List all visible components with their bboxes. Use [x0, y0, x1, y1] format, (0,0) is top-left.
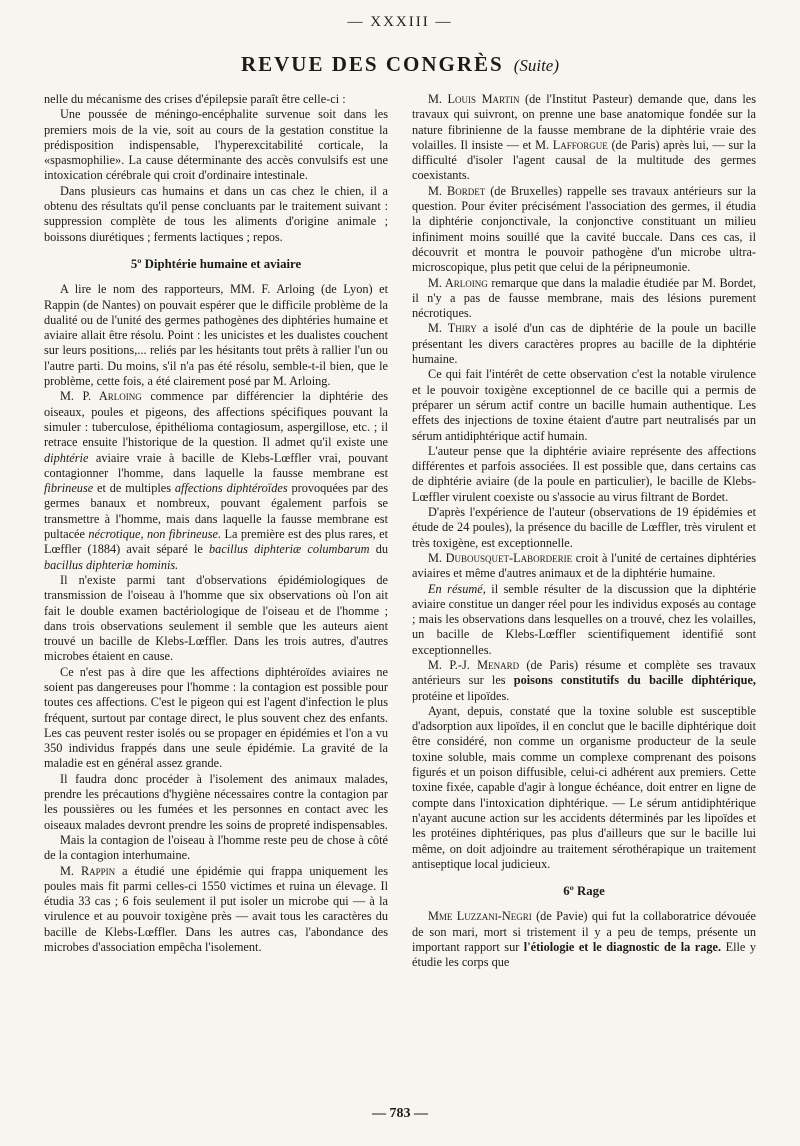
- text-run: (de Paris) résume et complète ses travaux antérieurs sur les: [412, 657, 756, 688]
- page-number: — 783 —: [372, 1106, 428, 1121]
- author-name: M. P.-J. Menard: [428, 657, 520, 672]
- journal-section-title: REVUE DES CONGRÈS: [240, 52, 504, 76]
- bold-term: l'étiologie et le diagnostic de la rage.: [523, 940, 722, 955]
- paragraph: Dans plusieurs cas humains et dans un cas chez le chien, il a obtenu des résultats qu'il pense concluants par le traitement suivant : suppression complète de tous les aliments d'origine animale ; boissons diurétiques ; ferments lactiques ; repos.: [44, 183, 388, 244]
- italic-term: fibrineuse: [44, 481, 94, 496]
- italic-term: bacillus diphteriæ hominis.: [44, 557, 179, 572]
- paragraph: L'auteur pense que la diphtérie aviaire représente des affections différentes et parfois associées. Il est possible que, dans certains cas de diphtérie aviaire (de la poule en particulier), le bacille de Klebs-Lœffler virulent coexiste ou s'associe au virus filtrant de Bordet.: [412, 443, 756, 504]
- running-header: [0, 52, 800, 77]
- paragraph: [44, 389, 388, 573]
- text-run: Elle y étudie les corps que: [412, 940, 756, 970]
- text-run: aviaire vraie à bacille de Klebs-Lœffler vrai, pouvant contagionner l'homme, dans laquelle la fausse membrane est: [44, 450, 388, 480]
- left-column: [44, 92, 388, 1094]
- bold-term: poisons constitutifs du bacille diphtérique,: [513, 673, 756, 688]
- text-run: remarque que dans la maladie étudiée par M. Bordet, il n'y a pas de fausse membrane, mais des lésions purement nécrotiques.: [412, 275, 756, 321]
- text-run: (de Paris) après lui, — sur la difficulté d'isoler l'agent causal de la multitude des germes coexistants.: [412, 137, 756, 183]
- italic-term: nécrotique, non fibrineuse.: [88, 527, 222, 542]
- paragraph: Il faudra donc procéder à l'isolement des animaux malades, prendre les précautions d'hygiène nécessaires contre la contagion par les poussières ou les fumées et les personnes en contact avec les oiseaux malades devront prendre les soins de propreté indispensables.: [44, 771, 388, 832]
- author-name: M. Rappin: [60, 863, 116, 878]
- paragraph: [412, 551, 756, 582]
- suite-label: (Suite): [513, 56, 560, 75]
- paragraph: [412, 184, 756, 276]
- right-column: [412, 92, 756, 1094]
- paragraph: Ce qui fait l'intérêt de cette observation c'est la notable virulence et le pouvoir toxigène exceptionnel de ce bacille qui a permis de préparer un sérum actif contre un bacille humain authentique. Les effets des injections de toxine étaient d'autre part neutralisés par un sérum antidiphtérique actif humain.: [412, 367, 756, 443]
- italic-term: affections diphtéroïdes: [174, 481, 288, 496]
- paragraph: A lire le nom des rapporteurs, MM. F. Arloing (de Lyon) et Rappin (de Nantes) on pouvait espérer que le difficile problème de la dualité ou de l'unité des germes pathogènes des diphtéries humaine et aviaire allait être résolu. Point : les unicistes et les dualistes couchent sur leurs positions,... reliés par les hésitants tout prêts à rallier l'un ou l'autre parti. Du moins, s'il n'a pas été résolu, semble-t-il bien, que le problème, cette fois, a été clairement posé par M. Arloing.: [44, 282, 388, 389]
- paragraph: [412, 658, 756, 704]
- paragraph: nelle du mécanisme des crises d'épilepsie paraît être celle-ci :: [44, 92, 346, 106]
- italic-term: En résumé,: [428, 581, 486, 596]
- text-run: provoquées par des germes banaux et nombreux, pouvant également parfois se transmettre à l'homme, mais dans laquelle la fausse membrane est pultacée: [44, 481, 388, 542]
- page-roman-numeral: — XXXIII —: [347, 14, 453, 30]
- italic-term: diphtérie: [44, 450, 89, 465]
- text-run: et de multiples: [93, 481, 175, 496]
- text-run: du: [369, 542, 388, 557]
- paragraph: Une poussée de méningo-encéphalite survenue soit dans les premiers mois de la vie, soit au cours de la gestation constitue la prédisposition indispensable, l'hyperexcitabilité corticale, la «spasmophilie». La cause déterminante des accès convulsifs est une intoxication cérébrale qui croit d'ordinaire intestinale.: [44, 107, 388, 183]
- text-run: a isolé d'un cas de diphtérie de la poule un bacille présentant les divers caractères propres au bacille de la diphtérie humaine.: [412, 321, 756, 367]
- paragraph: [412, 321, 756, 367]
- paragraph: [44, 864, 388, 956]
- paragraph: Mais la contagion de l'oiseau à l'homme reste peu de chose à côté de la contagion interhumaine.: [44, 832, 388, 863]
- paragraph: Il n'existe parmi tant d'observations épidémiologiques de transmission de l'oiseau à l'homme que six observations où l'on ait fait le double examen bactériologique de l'oiseau et de l'homme ; dans trois observations seulement il semble que les auteurs aient trouvé un bacille de Klebs-Lœffler. Dans les trois autres, d'autres microbes étaient en cause.: [44, 572, 388, 664]
- text-run: (de l'Institut Pasteur) demande que, dans les travaux qui suivront, on prenne une base anatomique fondée sur la nature fibrinienne de la fausse membrane de la diphtérie vraie des volailles. Il insiste — et: [412, 92, 756, 152]
- text-run: il semble résulter de la discussion que la diphtérie aviaire constitue un danger réel pour les individus exposés au contage ; mais les observations dans lesquelles on a trouvé, chez les volailles, un bacille de Klebs-Lœffler scientifiquement identifié sont exceptionnelles.: [412, 581, 756, 657]
- text-run: commence par différencier la diphtérie des oiseaux, poules et pigeons, des affections spécifiques pouvant la simuler : tuberculose, épithélioma contagiosum, aspergillose, etc. ; il retrace ensuite l'historique de la question. Il admet qu'il existe une: [44, 389, 388, 450]
- author-name: Mme Luzzani-Negri: [428, 909, 532, 924]
- paragraph: Ayant, depuis, constaté que la toxine soluble est susceptible d'adsorption aux lipoïdes, il en conclut que le bacille diphtérique doit être considéré, non comme un organisme producteur de la seule toxine soluble, mais comme un complexe comprenant des poisons figurés et un poison diffusible, celui-ci adhérent aux premiers. Cette toxine fixée, capable d'agir à longue échéance, doit entrer en ligne de compte dans l'intoxication diphtérique. — Le sérum antidiphtérique n'ayant aucune action sur les accidents déterminés par les lipoïdes et les protéines diphtériques, pas plus d'ailleurs que sur le bacille lui même, on doit adjoindre au traitement sérothérapique un traitement antiseptique local judicieux.: [412, 703, 756, 871]
- paragraph: Ce n'est pas à dire que les affections diphtéroïdes aviaires ne soient pas dangereuses pour l'homme : la contagion est possible pour toutes ces affections. C'est le pigeon qui est l'agent d'infection le plus fréquent, surtout par contage direct, le plus souvent chez des enfants. Les cas peuvent rester isolés ou se propager en épidémies et l'on a vu 350 individus frappés dans une seule épidémie. La gravité de la maladie est en général assez grande.: [44, 664, 388, 771]
- author-name: M. Lafforgue: [535, 137, 608, 152]
- author-name: M. Bordet: [428, 183, 486, 198]
- section-heading-rage: 6º Rage: [563, 884, 605, 899]
- text-run: croit à l'unité de certaines diphtéries aviaires et même d'autres animaux et de la diphtérie humaine.: [412, 550, 756, 581]
- paragraph: [412, 92, 756, 184]
- paragraph: D'après l'expérience de l'auteur (observations de 19 épidémies et étude de 24 poules), la présence du bacille de Lœffler, très virulent et très toxigène, est exceptionnelle.: [412, 505, 756, 550]
- text-run: protéine et lipoïdes.: [412, 688, 510, 703]
- section-heading-diphterie: 5º Diphtérie humaine et aviaire: [130, 256, 302, 271]
- paragraph: [412, 276, 756, 322]
- paragraph: [412, 582, 756, 658]
- paragraph: [412, 909, 756, 970]
- italic-term: bacillus diphteriæ columbarum: [209, 542, 370, 557]
- author-name: M. Dubousquet-Laborderie: [428, 550, 573, 565]
- text-run: La première est des plus rares, et Lœffler (1884) avait séparé le: [44, 527, 388, 557]
- author-name: M. Arloing: [428, 275, 488, 290]
- text-run: (de Bruxelles) rappelle ses travaux antérieurs sur la question. Pour éviter précisément l'association des germes, il étudia la diphtérie conjonctivale, la conjonctive constituant un milieu infiniment moins souillé que la cavité buccale. Dans ces cas, il découvrit et montra le pouvoir pathogène d'un microbe ultra-microscopique, plus petit que celui de la péripneumonie.: [412, 183, 756, 275]
- text-run: a étudié une épidémie qui frappa uniquement les poules mais fit parmi celles-ci 1550 victimes et ruina un élevage. Il étudia 33 cas ; 6 fois seulement il put isoler un microbe qui — à la virulence et au pouvoir toxigène près — avait tous les caractères du bacille de Klebs-Lœffler. Dans les autres cas, l'abondance des microbes d'association empêcha l'isolement.: [44, 863, 388, 955]
- author-name: M. P. Arloing: [60, 389, 142, 404]
- author-name: M. Thiry: [428, 321, 477, 336]
- text-run: (de Pavie) qui fut la collaboratrice dévouée de son mari, mort si tristement il y a peu de temps, présente un important rapport sur: [412, 909, 756, 955]
- author-name: M. Louis Martin: [428, 92, 520, 106]
